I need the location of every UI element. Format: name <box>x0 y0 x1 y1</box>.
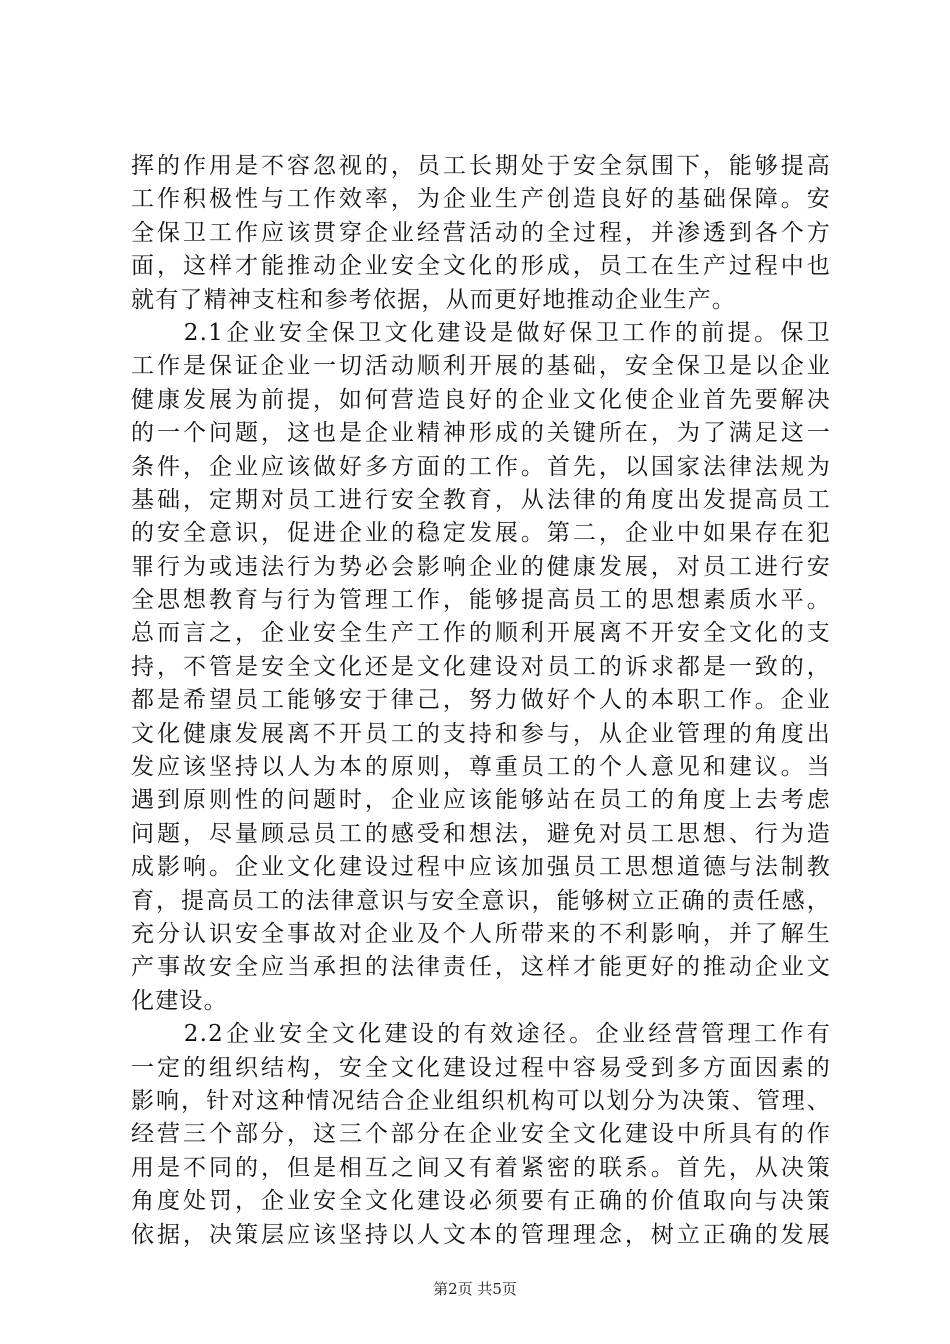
text-line: 基础，定期对员工进行安全教育，从法律的角度出发提高员工 <box>131 486 831 513</box>
text-line: 产事故安全应当承担的法律责任，这样才能更好的推动企业文 <box>131 954 831 981</box>
text-line: 总而言之，企业安全生产工作的顺利开展离不开安全文化的支 <box>131 620 831 647</box>
text-line: 罪行为或违法行为势必会影响企业的健康发展，对员工进行安 <box>131 553 831 580</box>
text-line: 成影响。企业文化建设过程中应该加强员工思想道德与法制教 <box>131 854 831 881</box>
text-line: 挥的作用是不容忽视的，员工长期处于安全氛围下，能够提高 <box>131 153 831 179</box>
text-line: 2.1企业安全保卫文化建设是做好保卫工作的前提。保卫 <box>131 319 831 346</box>
page-number-footer: 第2页 共5页 <box>433 1280 517 1298</box>
text-line: 问题，尽量顾忌员工的感受和想法，避免对员工思想、行为造 <box>131 820 831 847</box>
text-line: 都是希望员工能够安于律己，努力做好个人的本职工作。企业 <box>131 687 831 714</box>
text-line: 面，这样才能推动企业安全文化的形成，员工在生产过程中也 <box>131 253 831 280</box>
text-line: 条件，企业应该做好多方面的工作。首先，以国家法律法规为 <box>131 453 831 480</box>
text-line: 用是不同的，但是相互之间又有着紧密的联系。首先，从决策 <box>131 1154 831 1181</box>
text-line: 一定的组织结构，安全文化建设过程中容易受到多方面因素的 <box>131 1054 831 1081</box>
text-line: 化建设。 <box>131 987 228 1014</box>
text-line: 角度处罚，企业安全文化建设必须要有正确的价值取向与决策 <box>131 1188 831 1215</box>
text-line: 文化健康发展离不开员工的支持和参与，从企业管理的角度出 <box>131 720 831 747</box>
text-line: 全思想教育与行为管理工作，能够提高员工的思想素质水平。 <box>131 587 831 614</box>
text-line: 育，提高员工的法律意识与安全意识，能够树立正确的责任感， <box>131 887 831 914</box>
text-line: 2.2企业安全文化建设的有效途径。企业经营管理工作有 <box>131 1021 831 1048</box>
text-line: 就有了精神支柱和参考依据，从而更好地推动企业生产。 <box>131 286 736 313</box>
text-line: 全保卫工作应该贯穿企业经营活动的全过程，并渗透到各个方 <box>131 219 831 246</box>
text-line: 的安全意识，促进企业的稳定发展。第二，企业中如果存在犯 <box>131 520 831 547</box>
text-line: 经营三个部分，这三个部分在企业安全文化建设中所具有的作 <box>131 1121 831 1148</box>
body-text <box>131 150 831 1252</box>
text-line: 工作是保证企业一切活动顺利开展的基础，安全保卫是以企业 <box>131 353 831 380</box>
text-line: 的一个问题，这也是企业精神形成的关键所在，为了满足这一 <box>131 420 831 447</box>
text-line: 健康发展为前提，如何营造良好的企业文化使企业首先要解决 <box>131 386 831 413</box>
text-line: 影响，针对这种情况结合企业组织机构可以划分为决策、管理、 <box>131 1087 831 1114</box>
text-line: 遇到原则性的问题时，企业应该能够站在员工的角度上去考虑 <box>131 787 831 814</box>
text-line: 工作积极性与工作效率，为企业生产创造良好的基础保障。安 <box>131 186 831 213</box>
text-line: 持，不管是安全文化还是文化建设对员工的诉求都是一致的， <box>131 653 831 680</box>
text-line: 依据，决策层应该坚持以人文本的管理理念，树立正确的发展 <box>131 1221 831 1248</box>
text-line: 充分认识安全事故对企业及个人所带来的不利影响，并了解生 <box>131 920 831 947</box>
text-line: 发应该坚持以人为本的原则，尊重员工的个人意见和建议。当 <box>131 754 831 781</box>
